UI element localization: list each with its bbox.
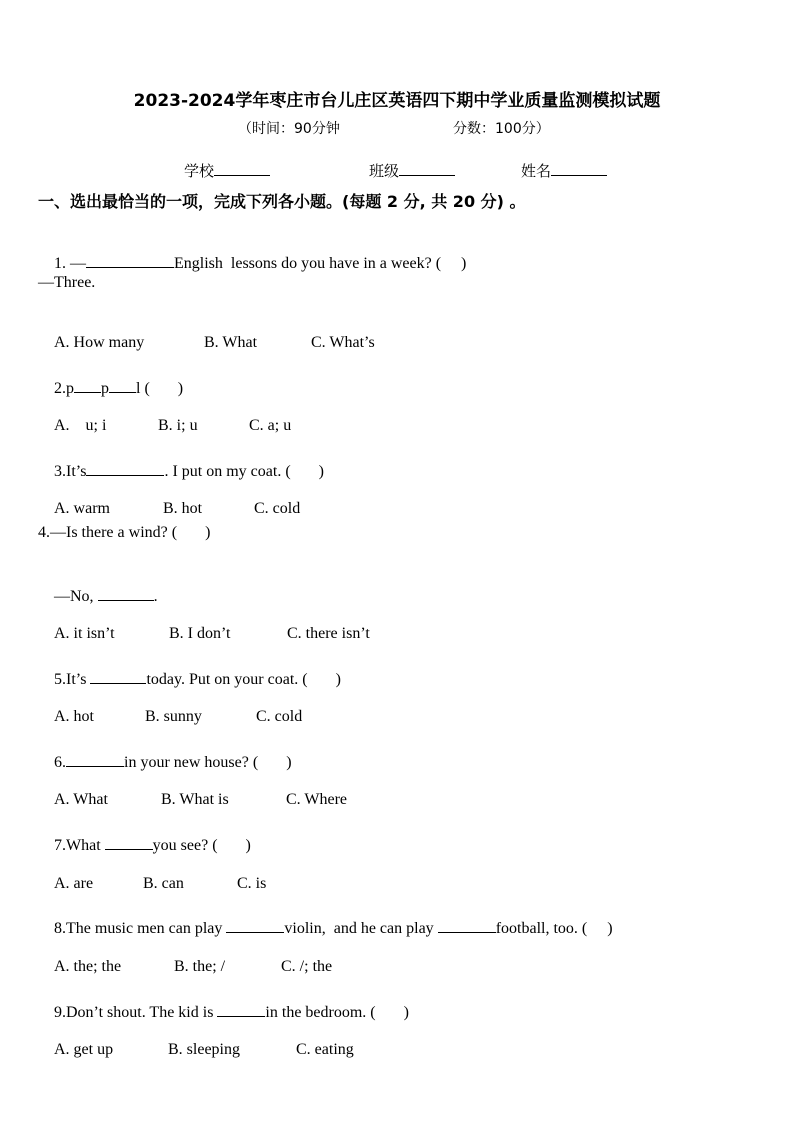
question-8-blank-1[interactable] [226, 916, 284, 933]
option-b[interactable]: B. hot [163, 500, 203, 517]
question-5-prefix: 5.It’s [54, 671, 87, 688]
question-1-reply: —Three. [38, 274, 96, 291]
option-c[interactable]: C. cold [256, 708, 303, 725]
option-a[interactable]: A. the; the [54, 958, 122, 975]
option-a[interactable]: A. are [54, 875, 94, 892]
question-9-blank[interactable] [217, 1000, 265, 1017]
question-2-part1: 2.p [54, 380, 74, 397]
exam-time: （时间：90分钟 [238, 121, 340, 137]
option-a[interactable]: A. warm [54, 500, 110, 517]
question-6-blank[interactable] [66, 750, 124, 767]
option-a[interactable]: A. hot [54, 708, 94, 725]
question-8-prefix: 8.The music men can play [54, 920, 223, 937]
school-blank[interactable] [214, 161, 270, 176]
question-4-blank[interactable] [98, 584, 154, 601]
question-7-blank[interactable] [105, 833, 153, 850]
question-4: 4.—Is there a wind? ( ) [38, 524, 211, 541]
question-3-suffix: . I put on my coat. ( ) [164, 463, 324, 480]
option-c[interactable]: C. cold [254, 500, 301, 517]
question-3-blank[interactable] [86, 459, 164, 476]
question-7-prefix: 7.What [54, 837, 101, 854]
question-5-blank[interactable] [90, 667, 146, 684]
class-blank[interactable] [399, 161, 455, 176]
option-a[interactable]: A. How many [54, 334, 145, 351]
question-8-blank-2[interactable] [438, 916, 496, 933]
option-c[interactable]: C. eating [296, 1041, 354, 1058]
option-a[interactable]: A. u; i [54, 417, 107, 434]
class-field [369, 160, 455, 181]
question-4-reply-prefix: —No, [54, 588, 94, 605]
option-c[interactable]: C. Where [286, 791, 348, 808]
option-b[interactable]: B. What [204, 334, 258, 351]
name-field [521, 160, 607, 181]
question-1 [38, 233, 466, 291]
question-6-suffix: in your new house? ( ) [124, 754, 292, 771]
section-heading: 一、选出最恰当的一项，完成下列各小题。(每题 2 分, 共 20 分) 。 [38, 192, 526, 211]
name-label: 姓名 [521, 162, 552, 180]
question-2-blank-1[interactable] [74, 376, 101, 393]
school-field [184, 160, 270, 181]
question-7-suffix: you see? ( ) [152, 837, 251, 854]
option-b[interactable]: B. can [143, 875, 184, 892]
question-2-part3: l ( ) [136, 380, 184, 397]
option-b[interactable]: B. i; u [158, 417, 198, 434]
question-5-suffix: today. Put on your coat. ( ) [146, 671, 341, 688]
option-a[interactable]: A. get up [54, 1041, 114, 1058]
option-a[interactable]: A. it isn’t [54, 625, 115, 642]
class-label: 班级 [369, 162, 400, 180]
option-c[interactable]: C. is [237, 875, 267, 892]
question-1-suffix: English lessons do you have in a week? ( ) [174, 255, 467, 272]
question-2-part2: p [101, 380, 109, 397]
name-blank[interactable] [551, 161, 607, 176]
question-1-prefix: 1. — [54, 255, 86, 272]
exam-score: 分数：100分） [453, 121, 550, 137]
question-6-prefix: 6. [54, 754, 66, 771]
option-c[interactable]: C. there isn’t [287, 625, 370, 642]
question-2-blank-2[interactable] [109, 376, 136, 393]
option-b[interactable]: B. sleeping [168, 1041, 240, 1058]
option-c[interactable]: C. What’s [311, 334, 375, 351]
question-9-prefix: 9.Don’t shout. The kid is [54, 1004, 214, 1021]
question-3-prefix: 3.It’s [54, 463, 87, 480]
question-4-reply-suffix: . [153, 588, 158, 605]
option-b[interactable]: B. I don’t [169, 625, 231, 642]
option-b[interactable]: B. What is [161, 791, 229, 808]
exam-title: 2023-2024学年枣庄市台儿庄区英语四下期中学业质量监测模拟试题 [133, 91, 661, 111]
option-c[interactable]: C. a; u [249, 417, 292, 434]
option-b[interactable]: B. the; / [174, 958, 226, 975]
question-8-suffix: football, too. ( ) [495, 920, 613, 937]
option-c[interactable]: C. /; the [281, 958, 333, 975]
question-9-options [38, 1023, 354, 1077]
question-8-middle: violin, and he can play [284, 920, 434, 937]
school-label: 学校 [184, 162, 215, 180]
question-1-blank[interactable] [86, 251, 174, 268]
option-b[interactable]: B. sunny [145, 708, 202, 725]
question-9-suffix: in the bedroom. ( ) [265, 1004, 409, 1021]
option-a[interactable]: A. What [54, 791, 108, 808]
